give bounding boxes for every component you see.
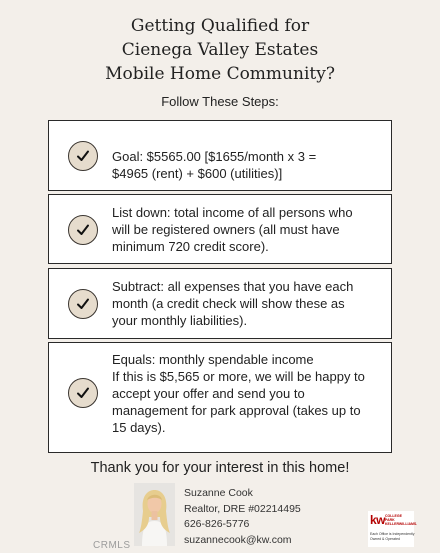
title-line-2: Cienega Valley Estates <box>121 40 319 60</box>
step-line: your monthly liabilities). <box>112 313 248 328</box>
checkmark-icon <box>68 215 98 245</box>
agent-name: Suzanne Cook <box>184 487 253 499</box>
step-line: minimum 720 credit score). <box>112 239 269 254</box>
step-text <box>112 148 383 182</box>
kw-office-line: KELLERWILLIAMS. <box>385 522 418 526</box>
step-text <box>112 204 383 255</box>
step-list-down <box>48 194 392 264</box>
agent-contact <box>184 486 301 548</box>
step-equals <box>48 342 392 453</box>
kw-office-line: COLLEGE <box>385 514 402 518</box>
keller-williams-logo <box>368 511 418 547</box>
step-line: List down: total income of all persons who <box>112 205 353 220</box>
step-line: management for park approval (takes up to <box>112 403 361 418</box>
step-line: If this is $5,565 or more, we will be happy to <box>112 369 365 384</box>
kw-office-line: PARK <box>385 518 395 522</box>
checkmark-icon <box>68 141 98 171</box>
subtitle: Follow These Steps: <box>161 94 279 109</box>
step-line: 15 days). <box>112 420 166 435</box>
step-line: accept your offer and send you to <box>112 386 305 401</box>
step-line: will be registered owners (all must have <box>112 222 340 237</box>
agent-email: suzannecook@kw.com <box>184 533 292 546</box>
checkmark-icon <box>68 378 98 408</box>
title-line-3: Mobile Home Community? <box>105 64 335 84</box>
agent-phone: 626-826-5776 <box>184 518 250 530</box>
kw-disclaimer-line: Each Office is Independently <box>370 532 415 536</box>
step-text <box>112 351 383 436</box>
step-line: Goal: $5565.00 [$1655/month x 3 = <box>112 149 317 164</box>
title-line-1: Getting Qualified for <box>130 16 310 36</box>
thank-you-message: Thank you for your interest in this home! <box>90 460 350 476</box>
step-line: $4965 (rent) + $600 (utilities)] <box>112 166 283 181</box>
document-title <box>0 14 440 86</box>
step-line: month (a credit check will show these as <box>112 296 345 311</box>
kw-mark: kw <box>370 513 386 527</box>
step-line: Equals: monthly spendable income <box>112 352 314 367</box>
step-text <box>112 278 383 329</box>
step-subtract <box>48 268 392 339</box>
agent-photo <box>134 483 175 546</box>
kw-disclaimer-line: Owned & Operated <box>370 536 400 541</box>
crmls-watermark: CRMLS <box>93 540 131 551</box>
agent-license: Realtor, DRE #02214495 <box>184 502 301 515</box>
kw-office <box>385 514 417 526</box>
kw-disclaimer <box>370 532 415 541</box>
checkmark-icon <box>68 289 98 319</box>
step-goal <box>48 120 392 191</box>
step-line: Subtract: all expenses that you have each <box>112 279 354 294</box>
